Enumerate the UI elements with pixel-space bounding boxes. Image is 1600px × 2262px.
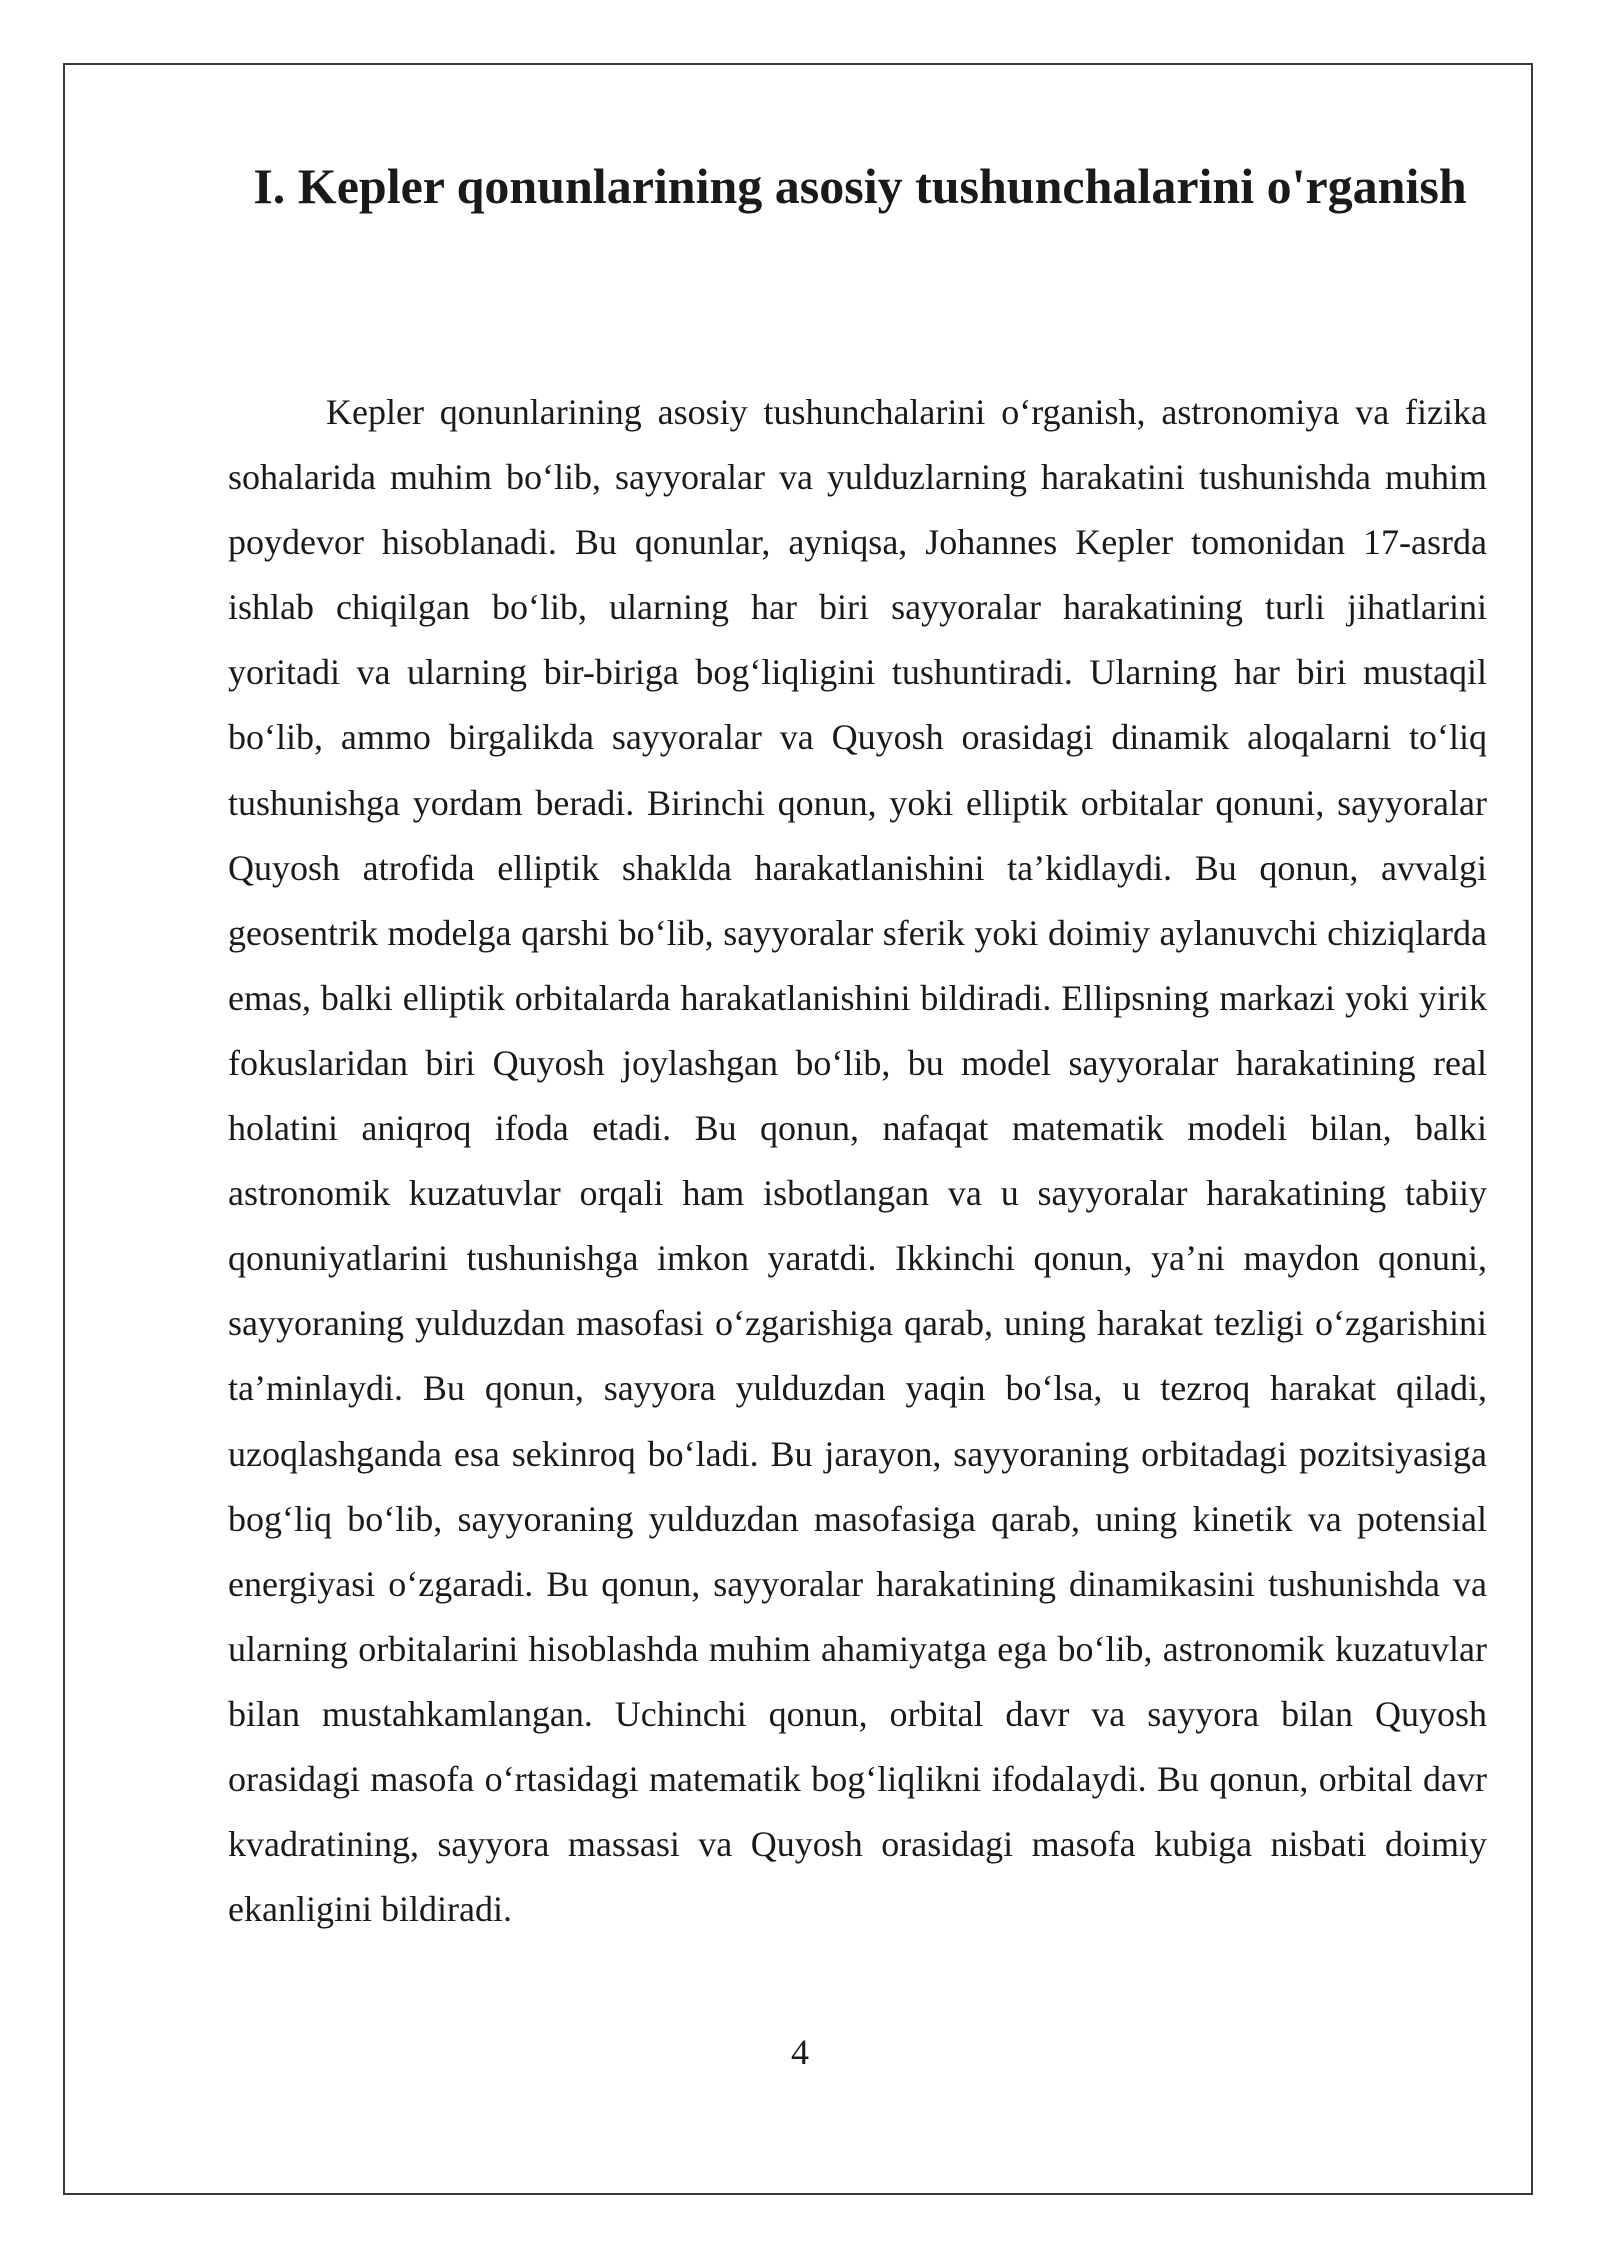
page-title: I. Kepler qonunlarining asosiy tushunchalarini o'rganish [253, 158, 1467, 214]
page-number: 4 [791, 2032, 809, 2072]
body-paragraph: Kepler qonunlarining asosiy tushunchalarini o‘rganish, astronomiya va fizika sohalarida muhim bo‘lib, sayyoralar va yulduzlarning harakatini tushunishda muhim poydevor hisoblanadi. Bu qonunlar, ayniqsa, Johannes Kepler tomonidan 17-asrda ishlab chiqilgan bo‘lib, ularning har biri sayyoralar harakatining turli jihatlarini yoritadi va ularning bir-biriga bog‘liqligini tushuntiradi. Ularning har biri mustaqil bo‘lib, ammo birgalikda sayyoralar va Quyosh orasidagi dinamik aloqalarni to‘liq tushunishga yordam beradi. Birinchi qonun, yoki elliptik orbitalar qonuni, sayyoralar Quyosh atrofida elliptik shaklda harakatlanishini ta’kidlaydi. Bu qonun, avvalgi geosentrik modelga qarshi bo‘lib, sayyoralar sferik yoki doimiy aylanuvchi chiziqlarda emas, balki elliptik orbitalarda harakatlanishini bildiradi. Ellipsning markazi yoki yirik fokuslaridan biri Quyosh joylashgan bo‘lib, bu model sayyoralar harakatining real holatini aniqroq ifoda etadi. Bu qonun, nafaqat matematik modeli bilan, balki astronomik kuzatuvlar orqali ham isbotlangan va u sayyoralar harakatining tabiiy qonuniyatlarini tushunishga imkon yaratdi. Ikkinchi qonun, ya’ni maydon qonuni, sayyoraning yulduzdan masofasi o‘zgarishiga qarab, uning harakat tezligi o‘zgarishini ta’minlaydi. Bu qonun, sayyora yulduzdan yaqin bo‘lsa, u tezroq harakat qiladi, uzoqlashganda esa sekinroq bo‘ladi. Bu jarayon, sayyoraning orbitadagi pozitsiyasiga bog‘liq bo‘lib, sayyoraning yulduzdan masofasiga qarab, uning kinetik va potensial energiyasi o‘zgaradi. Bu qonun, sayyoralar harakatining dinamikasini tushunishda va ularning orbitalarini hisoblashda muhim ahamiyatga ega bo‘lib, astronomik kuzatuvlar bilan mustahkamlangan. Uchinchi qonun, orbital davr va sayyora bilan Quyosh orasidagi masofa o‘rtasidagi matematik bog‘liqlikni ifodalaydi. Bu qonun, orbital davr kvadratining, sayyora massasi va Quyosh orasidagi masofa kubiga nisbati doimiy ekanligini bildiradi. [228, 392, 1487, 1930]
